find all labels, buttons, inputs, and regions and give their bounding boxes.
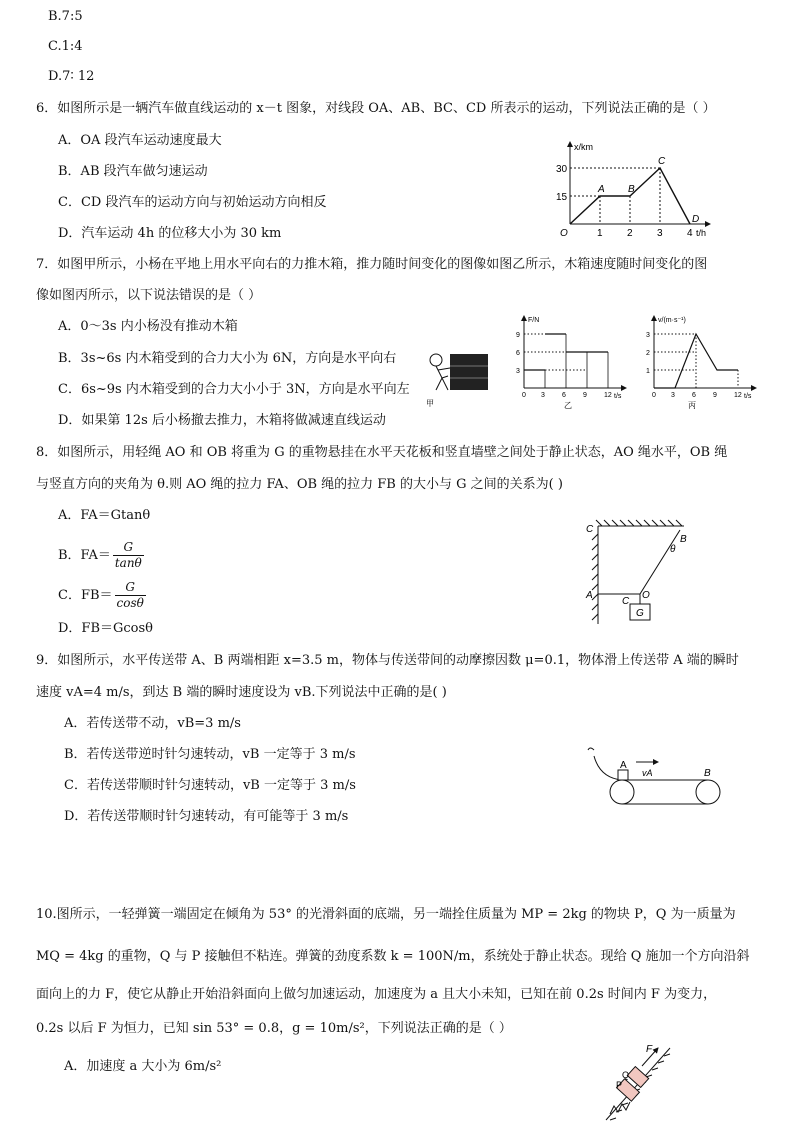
q6-xt-graph: [550, 136, 720, 244]
q9-option-a: A．若传送带不动，vB=3 m/s: [64, 716, 241, 731]
boy-body: [436, 366, 450, 390]
prev-option-d: D.7∶ 12: [48, 69, 95, 84]
svg-text:C: C: [586, 524, 594, 535]
svg-text:G: G: [636, 608, 644, 619]
prev-option-b: B.7:5: [48, 9, 83, 24]
q9-option-b: B．若传送带逆时针匀速转动，vB 一定等于 3 m/s: [64, 747, 356, 762]
svg-text:Q: Q: [622, 1070, 630, 1080]
y-tick: 15: [556, 192, 568, 203]
svg-text:O: O: [642, 590, 650, 601]
svg-text:A: A: [620, 760, 627, 771]
svg-text:C: C: [622, 596, 630, 607]
wooden-box: [450, 354, 488, 390]
x-tick: 3: [541, 392, 545, 399]
svg-text:P: P: [616, 1080, 623, 1090]
q7-stem-line1: 7．如图甲所示，小杨在平地上用水平向右的力推木箱，推力随时间变化的图像如图乙所示，木箱速度随时间变化的图: [36, 257, 708, 272]
x-tick: 3: [671, 392, 675, 399]
q10-incline-figure: [598, 1042, 680, 1122]
q7-fig-bing: [636, 312, 760, 412]
y-tick: 30: [556, 164, 568, 175]
q8-b-denominator: tanθ: [114, 556, 142, 570]
q8-option-a: A．FA＝Gtanθ: [58, 508, 151, 523]
bing-ylabel: v/(m·s⁻¹): [658, 317, 686, 324]
svg-text:F: F: [646, 1044, 653, 1055]
x-tick: 3: [657, 228, 663, 239]
point-a: A: [598, 184, 605, 195]
bing-caption: 丙: [688, 401, 696, 410]
svg-text:θ: θ: [670, 544, 676, 555]
svg-text:B: B: [680, 534, 687, 545]
point-d: D: [692, 214, 700, 225]
q7-option-c: C．6s~9s 内木箱受到的合力大小小于 3N，方向是水平向左: [58, 382, 410, 397]
q8-option-c: C．FB＝ $\frac{G}{\cos\theta}$: [58, 580, 144, 610]
q9-stem-line2: 速度 vA=4 m/s，到达 B 端的瞬时速度设为 vB.下列说法中正确的是( ): [36, 685, 447, 700]
svg-text:vA: vA: [642, 768, 653, 778]
q6-option-d: D．汽车运动 4h 的位移大小为 30 km: [58, 226, 282, 241]
prev-option-c: C.1:4: [48, 39, 83, 54]
bing-xlabel: t/s: [744, 393, 752, 400]
x-tick: 0: [652, 392, 656, 399]
q8-rope-figure: [584, 518, 694, 626]
q6-xlabel: t/h: [696, 228, 707, 238]
pulley-right: [696, 780, 720, 804]
q7-stem-line2: 像如图丙所示，以下说法错误的是（ ）: [36, 288, 262, 303]
x-tick: 6: [692, 392, 696, 399]
svg-text:A: A: [586, 590, 593, 601]
svg-text:B: B: [704, 768, 711, 779]
point-o: O: [560, 228, 568, 239]
q8-option-b: B．FA＝ $\frac{G}{\tan\theta}$: [58, 540, 142, 570]
q7-option-d: D．如果第 12s 后小杨撤去推力，木箱将做减速直线运动: [58, 413, 386, 428]
x-tick: 9: [713, 392, 717, 399]
q7-jia-label: 甲: [426, 399, 434, 408]
q9-conveyor-figure: [586, 746, 726, 808]
q6-option-c: C．CD 段汽车的运动方向与初始运动方向相反: [58, 195, 327, 210]
y-tick: 3: [646, 332, 650, 339]
q9-option-c: C．若传送带顺时针匀速转动，vB 一定等于 3 m/s: [64, 778, 356, 793]
x-tick: 12: [734, 392, 742, 399]
q10-line2: MQ = 4kg 的重物，Q 与 P 接触但不粘连。弹簧的劲度系数 k = 100N/m，系统处于静止状态。现给 Q 施加一个方向沿斜: [36, 949, 750, 964]
boy-head: [430, 354, 442, 366]
q6-stem: 6．如图所示是一辆汽车做直线运动的 x－t 图象，对线段 OA、AB、BC、CD 所表示的运动，下列说法正确的是（ ）: [36, 101, 716, 116]
q9-stem-line1: 9．如图所示，水平传送带 A、B 两端相距 x=3.5 m，物体与传送带间的动摩擦因数 μ=0.1，物体滑上传送带 A 端的瞬时: [36, 653, 739, 668]
q10-line1: 10.图所示，一轻弹簧一端固定在倾角为 53° 的光滑斜面的底端，另一端拴住质量为 MP = 2kg 的物块 P，Q 为一质量为: [36, 907, 736, 922]
q8-option-d: D．FB＝Gcosθ: [58, 621, 153, 636]
rope-ob: [640, 530, 680, 594]
x-tick: 12: [604, 392, 612, 399]
q8-stem-line1: 8．如图所示，用轻绳 AO 和 OB 将重为 G 的重物悬挂在水平天花板和竖直墙壁之间处于静止状态，AO 绳水平，OB 绳: [36, 445, 728, 460]
x-tick: 4: [687, 228, 693, 239]
y-tick: 9: [516, 332, 520, 339]
x-tick: 1: [597, 228, 603, 239]
q8-stem-line2: 与竖直方向的夹角为 θ.则 AO 绳的拉力 FA、OB 绳的拉力 FB 的大小与 G 之间的关系为( ): [36, 477, 563, 492]
q9-option-d: D．若传送带顺时针匀速转动，有可能等于 3 m/s: [64, 809, 349, 824]
x-tick: 6: [562, 392, 566, 399]
q6-option-b: B．AB 段汽车做匀速运动: [58, 164, 208, 179]
x-tick: 9: [583, 392, 587, 399]
q6-option-a: A．OA 段汽车运动速度最大: [58, 133, 222, 148]
yi-ylabel: F/N: [528, 317, 540, 324]
q10-line3: 面向上的力 F，使它从静止开始沿斜面向上做匀加速运动，加速度为 a 且大小未知，已知在前 0.2s 时间内 F 为变力，: [36, 987, 717, 1002]
y-tick: 2: [646, 350, 650, 357]
y-tick: 6: [516, 350, 520, 357]
block-a: [618, 770, 628, 780]
q10-line4: 0.2s 以后 F 为恒力，已知 sin 53° = 0.8，g = 10m/s²，下列说法正确的是（ ）: [36, 1021, 512, 1036]
q8-c-denominator: cosθ: [116, 596, 144, 610]
point-c: C: [658, 156, 666, 167]
y-tick: 3: [516, 368, 520, 375]
y-tick: 1: [646, 368, 650, 375]
yi-xlabel: t/s: [614, 393, 622, 400]
yi-caption: 乙: [564, 401, 572, 410]
q7-option-b: B．3s~6s 内木箱受到的合力大小为 6N，方向是水平向右: [58, 351, 397, 366]
q8-b-numerator: G: [123, 540, 134, 554]
q10-option-a: A．加速度 a 大小为 6m/s²: [64, 1059, 222, 1074]
q7-fig-yi: [506, 312, 630, 412]
q7-fig-jia: [422, 346, 494, 410]
pulley-left: [610, 780, 634, 804]
point-b: B: [628, 184, 635, 195]
x-tick: 0: [522, 392, 526, 399]
q6-ylabel: x/km: [574, 142, 593, 152]
q7-option-a: A．0～3s 内小杨没有推动木箱: [58, 319, 238, 334]
x-tick: 2: [627, 228, 633, 239]
q8-c-numerator: G: [125, 580, 135, 594]
